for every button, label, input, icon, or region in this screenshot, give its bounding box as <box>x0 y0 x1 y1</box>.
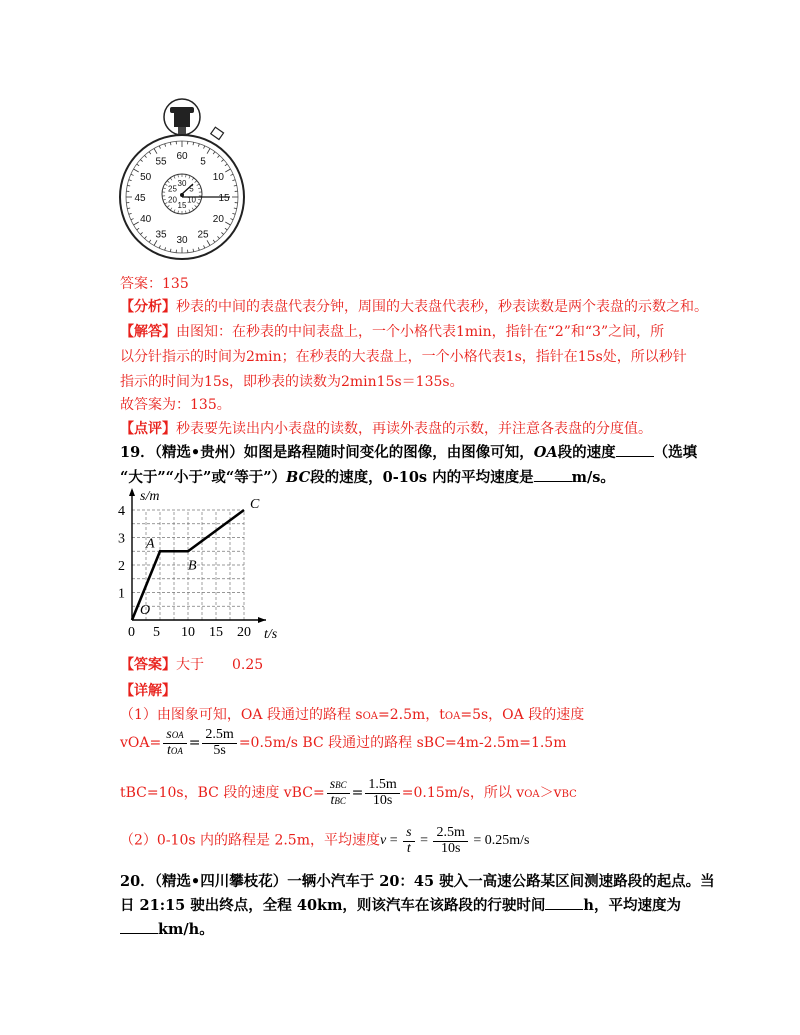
q19-detail-line-3: tBC=10s，BC 段的速度 vBC= $\frac{\text{sBC}}{\text{tBC}}$ = $\frac{1.5m}{10s}$ =0.15m/s，所以 vOA＞vBC <box>120 777 577 808</box>
outer-tick <box>193 249 194 252</box>
outer-tick <box>131 219 134 220</box>
d1-sub-2: OA <box>444 711 461 722</box>
outer-number: 55 <box>155 156 167 168</box>
inner-tick <box>167 181 169 183</box>
inner-tick <box>163 199 166 200</box>
y-tick-label: 2 <box>118 559 125 574</box>
d3-text-b: =0.15m/s，所以 v <box>401 785 525 802</box>
q18-solution-line-1 <box>120 321 664 341</box>
d3-num: s <box>329 777 336 792</box>
q18-comment <box>120 418 652 438</box>
x-tick-label: 5 <box>153 625 160 640</box>
inner-tick <box>192 178 194 180</box>
inner-tick <box>178 174 179 177</box>
point-label-O: O <box>140 603 151 618</box>
fraction-s-over-t-oa <box>163 728 186 758</box>
comment-text: 秒表要先读出内小表盘的读数，再读外表盘的示数，并注意各表盘的分度值。 <box>176 421 652 437</box>
inner-tick <box>192 208 194 210</box>
outer-tick <box>234 185 237 186</box>
d4-eq-den: 10s <box>440 840 461 856</box>
x-tick-label: 10 <box>181 625 195 640</box>
outer-number: 30 <box>176 235 188 246</box>
outer-tick <box>154 240 157 245</box>
q20-text-c: km/h。 <box>158 921 214 938</box>
outer-tick <box>159 146 160 149</box>
outer-tick <box>207 240 210 245</box>
inner-tick <box>174 176 175 179</box>
outer-tick <box>204 146 205 149</box>
outer-tick <box>129 213 132 214</box>
answer-blank-2[interactable] <box>534 469 572 482</box>
inner-tick <box>197 203 200 205</box>
y-axis-arrow <box>129 488 135 496</box>
outer-tick <box>165 247 166 250</box>
stopwatch-figure <box>118 95 248 260</box>
d2-num: s <box>166 727 172 742</box>
inner-tick <box>189 210 190 213</box>
inner-tick <box>174 210 175 213</box>
inner-number: 5 <box>189 184 194 194</box>
outer-tick <box>127 208 130 209</box>
d1-text-b: =2.5m，t <box>378 707 445 723</box>
outer-tick <box>230 174 233 175</box>
outer-tick <box>137 164 139 166</box>
d3-num-sub: BC <box>335 780 347 790</box>
answer-blank-1[interactable] <box>616 444 654 457</box>
outer-tick <box>170 249 171 252</box>
outer-number: 5 <box>200 156 206 168</box>
d4-den: t <box>406 840 411 856</box>
outer-tick <box>230 219 233 220</box>
x-tick-label: 15 <box>209 625 223 640</box>
answer-blank-4[interactable] <box>120 921 158 934</box>
y-axis-label: s/m <box>140 489 160 504</box>
outer-tick <box>207 149 210 154</box>
inner-tick <box>189 176 190 179</box>
answer-blank-3[interactable] <box>545 897 583 910</box>
q19-detail-line-1 <box>120 704 584 724</box>
outer-tick <box>221 160 223 162</box>
d4-text-a: （2）0-10s 内的路程是 2.5m，平均速度 <box>120 832 380 849</box>
q20-text-a: 日 21:15 驶出终点，全程 40km，则该汽车在该路段的行驶时间 <box>120 897 546 914</box>
outer-tick <box>149 152 151 154</box>
outer-tick <box>221 232 223 234</box>
fraction-s-over-t-bc <box>327 778 350 808</box>
outer-number: 50 <box>140 172 152 183</box>
outer-number: 60 <box>176 151 188 162</box>
outer-number: 25 <box>197 229 209 241</box>
d4-num: s <box>403 826 414 842</box>
inner-tick <box>198 188 201 189</box>
d3-sub-2: BC <box>561 789 577 801</box>
d3-eq-den: 10s <box>372 792 393 808</box>
inner-number: 20 <box>168 195 177 205</box>
q20-stem-line-1: 20．（精选•四川攀枝花）一辆小汽车于 20：45 驶入一高速公路某区间测速路段的起点。当 <box>120 873 715 890</box>
inner-tick <box>197 184 200 186</box>
q19-bc: BC <box>286 469 311 486</box>
solution-text-1: 由图知：在秒表的中间表盘上，一个小格代表1min，指针在“2”和“3”之间，所 <box>176 324 665 340</box>
q19-detail-tag: 【详解】 <box>120 683 176 699</box>
d3-text-c: ＞v <box>539 785 562 802</box>
q19-stem-d: “大于”“小于”或“等于”） <box>120 469 287 486</box>
q19-answer-tag: 【答案】 <box>120 657 176 673</box>
outer-tick <box>159 245 160 248</box>
outer-tick <box>225 228 227 230</box>
outer-number: 15 <box>218 193 230 204</box>
d3-den-sub: BC <box>334 795 346 806</box>
outer-tick <box>145 236 147 238</box>
outer-tick <box>225 164 227 166</box>
d2-eq-den: 5s <box>213 742 226 758</box>
outer-tick <box>217 236 219 238</box>
outer-tick <box>134 169 139 172</box>
analysis-tag: 【分析】 <box>120 299 176 315</box>
outer-tick <box>213 240 215 242</box>
fraction-2-5m-over-10s <box>433 826 467 856</box>
d2-text-b: =0.5m/s BC 段通过的路程 sBC=4m-2.5m=1.5m <box>238 735 567 752</box>
outer-number: 35 <box>155 229 167 241</box>
inner-tick <box>167 205 169 207</box>
d2-eq-num: 2.5m <box>202 728 236 744</box>
outer-tick <box>193 142 194 145</box>
outer-tick <box>149 240 151 242</box>
inner-tick <box>163 188 166 189</box>
outer-tick <box>131 174 134 175</box>
d3-text-a: tBC=10s，BC 段的速度 vBC= <box>120 785 325 802</box>
q18-final-answer: 故答案为：135。 <box>120 397 231 413</box>
fraction-1-5m-over-10s <box>365 778 399 808</box>
q19-stem-b: 段的速度 <box>557 444 616 461</box>
q19-stem-e: 段的速度，0-10s 内的平均速度是 <box>310 469 534 486</box>
fraction-2-5m-over-5s <box>202 728 236 758</box>
y-tick-label: 1 <box>118 586 125 602</box>
q19-detail-line-2: vOA= $\frac{\text{sOA}}{\text{tOA}}$ = $\frac{2.5m}{5s}$ =0.5m/s BC 段通过的路程 sBC=4m-2.5m=1.5m <box>120 727 567 758</box>
outer-tick <box>145 155 147 157</box>
outer-tick <box>154 149 157 154</box>
outer-tick <box>137 228 139 230</box>
y-tick-label: 4 <box>118 504 125 519</box>
outer-tick <box>198 144 199 147</box>
x-tick-label: 20 <box>237 625 251 640</box>
outer-number: 45 <box>134 193 146 204</box>
outer-tick <box>127 185 130 186</box>
d4-v: v <box>379 833 387 849</box>
inner-number: 25 <box>168 184 177 194</box>
q19-stem-f: m/s。 <box>571 469 615 486</box>
outer-tick <box>170 142 171 145</box>
q18-solution-line-3: 指示的时间为15s，即秒表的读数为2min15s＝135s。 <box>120 374 464 390</box>
analysis-text: 秒表的中间的表盘代表分钟，周围的大表盘代表秒，秒表读数是两个表盘的示数之和。 <box>176 299 708 315</box>
q19-stem-c: （选填 <box>653 444 698 461</box>
outer-tick <box>165 144 166 147</box>
inner-tick <box>165 184 168 186</box>
d4-eq-num: 2.5m <box>433 826 467 842</box>
inner-number: 15 <box>177 201 187 210</box>
inner-tick <box>170 178 172 180</box>
inner-tick <box>178 211 179 214</box>
inner-tick <box>186 211 187 214</box>
x-tick-label: 0 <box>128 625 135 640</box>
outer-tick <box>140 160 142 162</box>
d2-num-sub: OA <box>171 730 184 740</box>
outer-number: 20 <box>212 214 224 225</box>
inner-tick <box>186 174 187 177</box>
x-axis-arrow <box>258 617 266 623</box>
q19-stem-line-1 <box>120 441 697 462</box>
q19-answer-1: 大于 <box>176 657 204 673</box>
outer-tick <box>204 245 205 248</box>
outer-tick <box>213 152 215 154</box>
y-tick-label: 3 <box>118 531 125 547</box>
d2-den: t <box>167 742 171 758</box>
q19-oa: OA <box>533 444 558 461</box>
inner-number: 30 <box>177 179 187 188</box>
d1-sub-1: OA <box>362 711 379 722</box>
inner-tick <box>198 199 201 200</box>
inner-tick <box>195 181 197 183</box>
outer-tick <box>129 180 132 181</box>
outer-number: 10 <box>212 172 224 183</box>
q18-answer: 答案：135 <box>120 276 189 292</box>
q18-analysis <box>120 296 708 316</box>
q19-stem-a: 19．（精选•贵州）如图是路程随时间变化的图像，由图像可知， <box>120 444 534 461</box>
outer-tick <box>198 247 199 250</box>
inner-tick <box>165 203 168 205</box>
q20-stem-line-2 <box>120 894 681 915</box>
d4-result: 0.25m/s <box>484 833 530 849</box>
comment-tag: 【点评】 <box>120 421 176 437</box>
q19-answer <box>120 654 263 674</box>
inner-tick <box>195 205 197 207</box>
q20-text-b: h，平均速度为 <box>583 897 681 914</box>
outer-tick <box>225 169 230 172</box>
d2-text-a: vOA= <box>120 735 162 752</box>
d3-sub-1: OA <box>524 789 540 801</box>
distance-time-graph <box>108 482 293 642</box>
point-label-C: C <box>250 497 260 512</box>
inner-tick <box>170 208 172 210</box>
outer-tick <box>217 155 219 157</box>
outer-tick <box>134 222 139 225</box>
d1-text-c: =5s，OA 段的速度 <box>460 707 585 723</box>
q18-solution-line-2: 以分针指示的时间为2min；在秒表的大表盘上，一个小格代表1s，指针在15s处，所以秒针 <box>120 349 687 365</box>
q20-stem-line-3 <box>120 918 214 939</box>
d3-den: t <box>330 792 335 808</box>
outer-number: 40 <box>140 214 152 225</box>
solution-tag: 【解答】 <box>120 324 176 340</box>
outer-tick <box>232 180 235 181</box>
x-axis-label: t/s <box>264 627 278 642</box>
outer-tick <box>232 213 235 214</box>
outer-tick <box>234 208 237 209</box>
inner-number: 10 <box>187 195 196 205</box>
fraction-s-over-t <box>403 826 414 856</box>
outer-tick <box>140 232 142 234</box>
d1-text: （1）由图象可知，OA 段通过的路程 s <box>120 707 363 723</box>
d2-den-sub: OA <box>170 745 183 756</box>
d3-eq-num: 1.5m <box>365 778 399 794</box>
q19-detail-line-4: （2）0-10s 内的路程是 2.5m，平均速度v = $\frac{s}{t}$ = $\frac{2.5m}{10s}$ = 0.25m/s <box>120 825 530 856</box>
point-label-B: B <box>188 558 197 574</box>
outer-tick <box>225 222 230 225</box>
q19-answer-2: 0.25 <box>232 657 264 673</box>
point-label-A: A <box>146 536 155 552</box>
